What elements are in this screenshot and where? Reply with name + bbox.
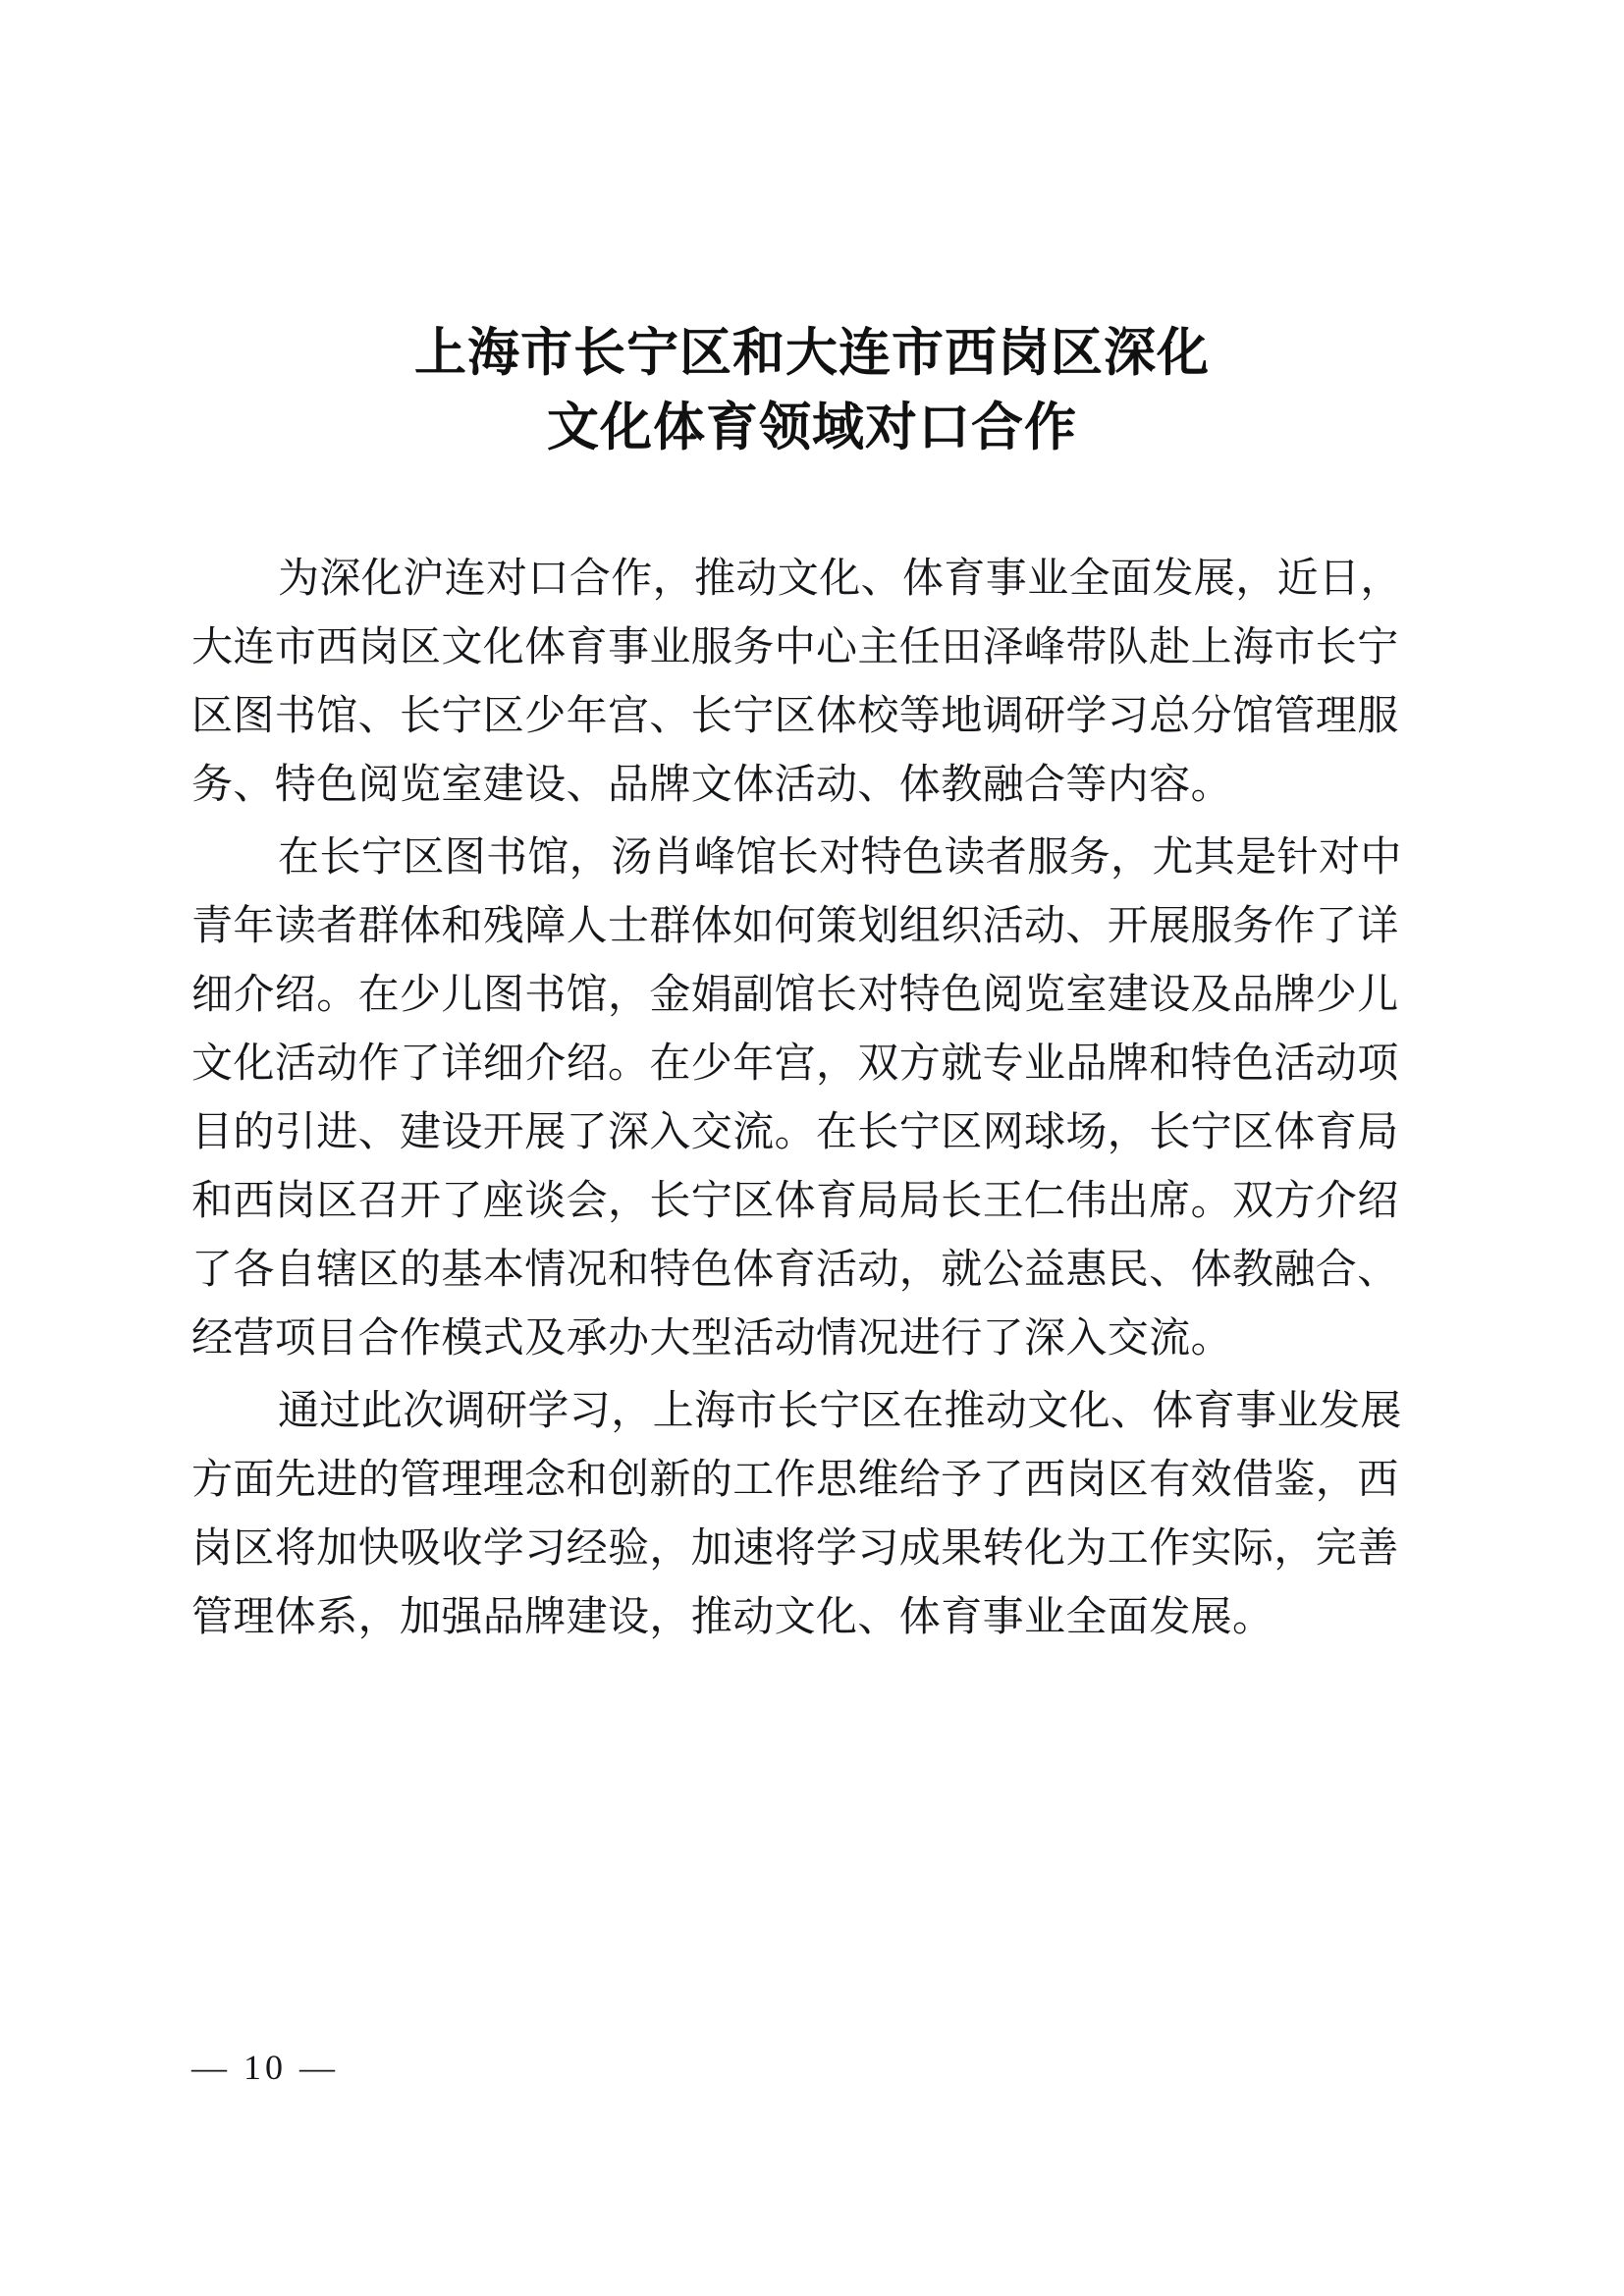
- paragraph-2-line-4: 文化活动作了详细介绍。在少年宫，双方就专业品牌和特色活动项: [191, 1041, 1399, 1087]
- paragraph-3-line-4: 管理体系，加强品牌建设，推动文化、体育事业全面发展。: [191, 1595, 1274, 1640]
- page-footer: [191, 2047, 1438, 2088]
- paragraph-2-line-8: 经营项目合作模式及承办大型活动情况进行了深入交流。: [191, 1316, 1233, 1362]
- paragraph-1-line-2: 大连市西岗区文化体育事业服务中心主任田泽峰带队赴上海市长宁: [191, 625, 1399, 670]
- paragraph-2-line-6: 和西岗区召开了座谈会，长宁区体育局局长王仁伟出席。双方介绍: [191, 1179, 1399, 1224]
- body-paragraph-2: [191, 824, 1438, 1373]
- document-body: [191, 545, 1438, 1656]
- paragraph-2-line-2: 青年读者群体和残障人士群体如何策划组织活动、开展服务作了详: [191, 904, 1399, 949]
- paragraph-2-line-1: 在长宁区图书馆，汤肖峰馆长对特色读者服务，尤其是针对中: [278, 835, 1402, 881]
- title-line-1: 上海市长宁区和大连市西岗区深化: [414, 325, 1210, 382]
- page-title: [0, 316, 1624, 465]
- paragraph-2-line-3: 细介绍。在少儿图书馆，金娟副馆长对特色阅览室建设及品牌少儿: [191, 973, 1399, 1018]
- paragraph-2-line-7: 了各自辖区的基本情况和特色体育活动，就公益惠民、体教融合、: [191, 1248, 1399, 1293]
- page-number: — 10 —: [191, 2048, 339, 2087]
- paragraph-3-line-2: 方面先进的管理理念和创新的工作思维给予了西岗区有效借鉴，西: [191, 1458, 1399, 1503]
- paragraph-2-line-5: 目的引进、建设开展了深入交流。在长宁区网球场，长宁区体育局: [191, 1110, 1399, 1155]
- body-paragraph-3: [191, 1377, 1438, 1652]
- paragraph-1-line-3: 区图书馆、长宁区少年宫、长宁区体校等地调研学习总分馆管理服: [191, 694, 1399, 739]
- paragraph-3-line-3: 岗区将加快吸收学习经验，加速将学习成果转化为工作实际，完善: [191, 1526, 1399, 1572]
- paragraph-3-line-1: 通过此次调研学习，上海市长宁区在推动文化、体育事业发展: [278, 1389, 1402, 1434]
- title-line-2: 文化体育领域对口合作: [547, 400, 1077, 456]
- paragraph-1-line-4: 务、特色阅览室建设、品牌文体活动、体教融合等内容。: [191, 763, 1233, 808]
- paragraph-1-line-1: 为深化沪连对口合作，推动文化、体育事业全面发展，近日，: [278, 557, 1402, 602]
- body-paragraph-1: [191, 545, 1438, 820]
